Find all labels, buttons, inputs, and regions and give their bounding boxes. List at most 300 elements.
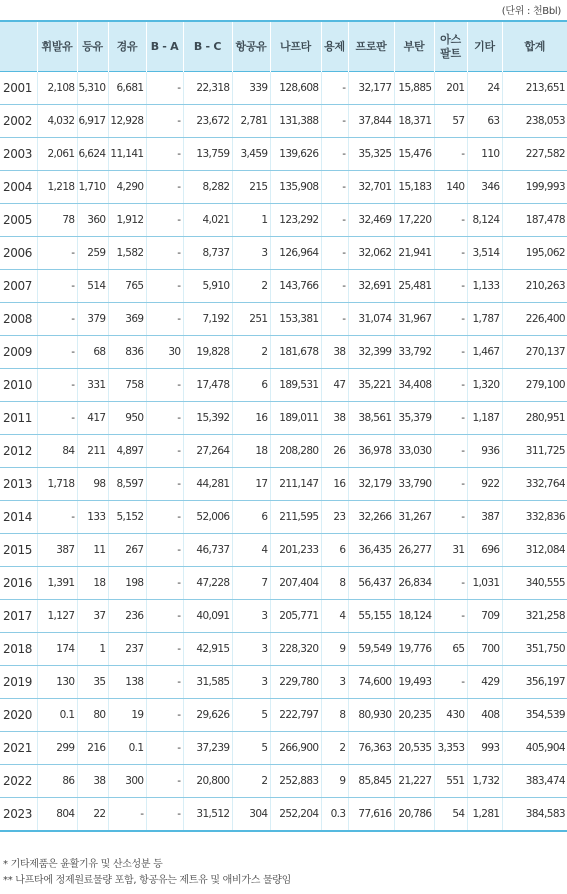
value-cell: 8,124 — [467, 204, 502, 237]
value-cell: 417 — [77, 402, 108, 435]
value-cell: 211,595 — [270, 501, 321, 534]
value-cell: - — [146, 105, 183, 138]
value-cell: 32,469 — [348, 204, 394, 237]
table-header-row — [0, 21, 567, 72]
value-cell: 110 — [467, 138, 502, 171]
value-cell: - — [434, 402, 467, 435]
year-cell: 2023 — [0, 798, 37, 832]
value-cell: 2,061 — [37, 138, 77, 171]
value-cell: 222,797 — [270, 699, 321, 732]
value-cell: 22 — [77, 798, 108, 832]
value-cell: 8 — [321, 567, 348, 600]
value-cell: 37 — [77, 600, 108, 633]
value-cell: - — [146, 666, 183, 699]
value-cell: - — [434, 666, 467, 699]
value-cell: 1,718 — [37, 468, 77, 501]
table-row — [0, 501, 567, 534]
column-header: B - A — [146, 21, 183, 72]
value-cell: 19,828 — [183, 336, 232, 369]
value-cell: 1,391 — [37, 567, 77, 600]
value-cell: - — [146, 468, 183, 501]
value-cell: 1 — [77, 633, 108, 666]
column-header: B - C — [183, 21, 232, 72]
value-cell: 38 — [77, 765, 108, 798]
value-cell: 213,651 — [502, 72, 567, 105]
value-cell: - — [37, 369, 77, 402]
value-cell: 836 — [108, 336, 146, 369]
value-cell: 126,964 — [270, 237, 321, 270]
table-row — [0, 798, 567, 832]
value-cell: 17,478 — [183, 369, 232, 402]
value-cell: 387 — [37, 534, 77, 567]
year-cell: 2002 — [0, 105, 37, 138]
column-header: 부탄 — [394, 21, 434, 72]
value-cell: - — [146, 237, 183, 270]
value-cell: 2 — [321, 732, 348, 765]
value-cell: 280,951 — [502, 402, 567, 435]
unit-label: (단위 : 천Bbl) — [501, 6, 561, 17]
value-cell: 8,282 — [183, 171, 232, 204]
column-header: 항공유 — [232, 21, 270, 72]
column-header: 합계 — [502, 21, 567, 72]
value-cell: 138 — [108, 666, 146, 699]
value-cell: 237 — [108, 633, 146, 666]
value-cell: 210,263 — [502, 270, 567, 303]
value-cell: 18,371 — [394, 105, 434, 138]
table-row — [0, 138, 567, 171]
value-cell: 38 — [321, 336, 348, 369]
value-cell: 31,585 — [183, 666, 232, 699]
value-cell: 195,062 — [502, 237, 567, 270]
year-cell: 2020 — [0, 699, 37, 732]
value-cell: 80 — [77, 699, 108, 732]
value-cell: 201,233 — [270, 534, 321, 567]
value-cell: 47,228 — [183, 567, 232, 600]
value-cell: 252,883 — [270, 765, 321, 798]
year-cell: 2017 — [0, 600, 37, 633]
value-cell: - — [434, 237, 467, 270]
value-cell: 15,183 — [394, 171, 434, 204]
value-cell: 16 — [232, 402, 270, 435]
value-cell: 405,904 — [502, 732, 567, 765]
value-cell: 346 — [467, 171, 502, 204]
value-cell: 6,624 — [77, 138, 108, 171]
value-cell: 80,930 — [348, 699, 394, 732]
value-cell: 35,325 — [348, 138, 394, 171]
value-cell: 3 — [232, 633, 270, 666]
value-cell: 2 — [232, 765, 270, 798]
value-cell: 228,320 — [270, 633, 321, 666]
value-cell: 46,737 — [183, 534, 232, 567]
value-cell: 7,192 — [183, 303, 232, 336]
year-cell: 2016 — [0, 567, 37, 600]
value-cell: 227,582 — [502, 138, 567, 171]
value-cell: 30 — [146, 336, 183, 369]
value-cell: 1,912 — [108, 204, 146, 237]
value-cell: - — [37, 303, 77, 336]
value-cell: 993 — [467, 732, 502, 765]
value-cell: 340,555 — [502, 567, 567, 600]
value-cell: 950 — [108, 402, 146, 435]
value-cell: - — [146, 534, 183, 567]
value-cell: 1,467 — [467, 336, 502, 369]
value-cell: - — [146, 369, 183, 402]
value-cell: 332,764 — [502, 468, 567, 501]
value-cell: 59,549 — [348, 633, 394, 666]
value-cell: 84 — [37, 435, 77, 468]
value-cell: 3,459 — [232, 138, 270, 171]
value-cell: 311,725 — [502, 435, 567, 468]
value-cell: 1,787 — [467, 303, 502, 336]
value-cell: - — [321, 303, 348, 336]
value-cell: 16 — [321, 468, 348, 501]
value-cell: - — [146, 567, 183, 600]
value-cell: 312,084 — [502, 534, 567, 567]
table-row — [0, 468, 567, 501]
value-cell: - — [434, 501, 467, 534]
value-cell: - — [37, 336, 77, 369]
value-cell: 1,187 — [467, 402, 502, 435]
value-cell: 216 — [77, 732, 108, 765]
value-cell: 139,626 — [270, 138, 321, 171]
value-cell: 174 — [37, 633, 77, 666]
value-cell: 1,582 — [108, 237, 146, 270]
value-cell: 198 — [108, 567, 146, 600]
value-cell: - — [146, 72, 183, 105]
value-cell: - — [146, 270, 183, 303]
value-cell: 215 — [232, 171, 270, 204]
value-cell: 187,478 — [502, 204, 567, 237]
value-cell: - — [37, 237, 77, 270]
year-cell: 2021 — [0, 732, 37, 765]
value-cell: 32,701 — [348, 171, 394, 204]
value-cell: 32,177 — [348, 72, 394, 105]
footnotes — [3, 857, 291, 889]
column-header: 나프타 — [270, 21, 321, 72]
value-cell: 54 — [434, 798, 467, 832]
value-cell: - — [37, 270, 77, 303]
table-row — [0, 435, 567, 468]
value-cell: 379 — [77, 303, 108, 336]
value-cell: 758 — [108, 369, 146, 402]
value-cell: 1,218 — [37, 171, 77, 204]
table-row — [0, 534, 567, 567]
value-cell: 19,776 — [394, 633, 434, 666]
value-cell: 4,021 — [183, 204, 232, 237]
value-cell: 4,897 — [108, 435, 146, 468]
value-cell: - — [321, 171, 348, 204]
value-cell: 36,978 — [348, 435, 394, 468]
value-cell: - — [434, 336, 467, 369]
table-body — [0, 72, 567, 832]
year-cell: 2004 — [0, 171, 37, 204]
table-row — [0, 171, 567, 204]
value-cell: 211 — [77, 435, 108, 468]
value-cell: 18 — [77, 567, 108, 600]
value-cell: 6,681 — [108, 72, 146, 105]
value-cell: 236 — [108, 600, 146, 633]
value-cell: 430 — [434, 699, 467, 732]
value-cell: 33,790 — [394, 468, 434, 501]
value-cell: 181,678 — [270, 336, 321, 369]
column-header: 용제 — [321, 21, 348, 72]
value-cell: - — [146, 171, 183, 204]
table-row — [0, 270, 567, 303]
value-cell: 354,539 — [502, 699, 567, 732]
value-cell: 252,204 — [270, 798, 321, 832]
value-cell: 6 — [232, 501, 270, 534]
value-cell: 24 — [467, 72, 502, 105]
year-cell: 2010 — [0, 369, 37, 402]
value-cell: 98 — [77, 468, 108, 501]
value-cell: 27,264 — [183, 435, 232, 468]
value-cell: 35 — [77, 666, 108, 699]
value-cell: 11,141 — [108, 138, 146, 171]
value-cell: 0.1 — [37, 699, 77, 732]
value-cell: 131,388 — [270, 105, 321, 138]
year-cell: 2001 — [0, 72, 37, 105]
table-row — [0, 666, 567, 699]
table-row — [0, 204, 567, 237]
value-cell: 65 — [434, 633, 467, 666]
value-cell: 1,031 — [467, 567, 502, 600]
value-cell: 339 — [232, 72, 270, 105]
value-cell: - — [146, 699, 183, 732]
value-cell: 32,062 — [348, 237, 394, 270]
value-cell: 23,672 — [183, 105, 232, 138]
value-cell: 238,053 — [502, 105, 567, 138]
value-cell: 20,786 — [394, 798, 434, 832]
table-row — [0, 237, 567, 270]
value-cell: 5,152 — [108, 501, 146, 534]
value-cell: 32,179 — [348, 468, 394, 501]
value-cell: 251 — [232, 303, 270, 336]
value-cell: 429 — [467, 666, 502, 699]
value-cell: 33,792 — [394, 336, 434, 369]
value-cell: - — [37, 402, 77, 435]
value-cell: 360 — [77, 204, 108, 237]
value-cell: 1,710 — [77, 171, 108, 204]
value-cell: 369 — [108, 303, 146, 336]
value-cell: 4 — [232, 534, 270, 567]
value-cell: 18,124 — [394, 600, 434, 633]
value-cell: - — [321, 270, 348, 303]
value-cell: 11 — [77, 534, 108, 567]
value-cell: 199,993 — [502, 171, 567, 204]
value-cell: 17,220 — [394, 204, 434, 237]
value-cell: 19 — [108, 699, 146, 732]
value-cell: 804 — [37, 798, 77, 832]
value-cell: - — [434, 600, 467, 633]
value-cell: 3 — [232, 666, 270, 699]
value-cell: 189,011 — [270, 402, 321, 435]
value-cell: 1 — [232, 204, 270, 237]
value-cell: 37,239 — [183, 732, 232, 765]
value-cell: 0.3 — [321, 798, 348, 832]
value-cell: 279,100 — [502, 369, 567, 402]
table-row — [0, 732, 567, 765]
export-table — [0, 20, 567, 832]
value-cell: 1,127 — [37, 600, 77, 633]
year-cell: 2006 — [0, 237, 37, 270]
year-cell: 2012 — [0, 435, 37, 468]
value-cell: 35,221 — [348, 369, 394, 402]
value-cell: 4 — [321, 600, 348, 633]
value-cell: - — [146, 798, 183, 832]
column-header — [0, 21, 37, 72]
value-cell: - — [321, 237, 348, 270]
value-cell: 709 — [467, 600, 502, 633]
value-cell: 35,379 — [394, 402, 434, 435]
year-cell: 2022 — [0, 765, 37, 798]
value-cell: 226,400 — [502, 303, 567, 336]
table-row — [0, 600, 567, 633]
value-cell: 356,197 — [502, 666, 567, 699]
value-cell: 387 — [467, 501, 502, 534]
value-cell: 5 — [232, 699, 270, 732]
value-cell: 153,381 — [270, 303, 321, 336]
value-cell: 31 — [434, 534, 467, 567]
value-cell: 31,967 — [394, 303, 434, 336]
value-cell: 3 — [232, 237, 270, 270]
table-row — [0, 303, 567, 336]
value-cell: 408 — [467, 699, 502, 732]
value-cell: - — [321, 204, 348, 237]
value-cell: 259 — [77, 237, 108, 270]
value-cell: - — [146, 303, 183, 336]
value-cell: 266,900 — [270, 732, 321, 765]
value-cell: 4,032 — [37, 105, 77, 138]
value-cell: 551 — [434, 765, 467, 798]
value-cell: - — [434, 567, 467, 600]
value-cell: 765 — [108, 270, 146, 303]
footnote-2: ** 나프타에 정제원료물량 포함, 항공유는 제트유 및 애비가스 물량임 — [3, 875, 292, 886]
value-cell: 130 — [37, 666, 77, 699]
value-cell: 12,928 — [108, 105, 146, 138]
value-cell: 36,435 — [348, 534, 394, 567]
value-cell: 20,535 — [394, 732, 434, 765]
value-cell: 32,399 — [348, 336, 394, 369]
value-cell: 22,318 — [183, 72, 232, 105]
value-cell: 76,363 — [348, 732, 394, 765]
year-cell: 2005 — [0, 204, 37, 237]
value-cell: 6,917 — [77, 105, 108, 138]
value-cell: 4,290 — [108, 171, 146, 204]
value-cell: 33,030 — [394, 435, 434, 468]
value-cell: - — [146, 600, 183, 633]
value-cell: 229,780 — [270, 666, 321, 699]
column-header: 기타 — [467, 21, 502, 72]
value-cell: 6 — [232, 369, 270, 402]
value-cell: 5,310 — [77, 72, 108, 105]
value-cell: 936 — [467, 435, 502, 468]
value-cell: 6 — [321, 534, 348, 567]
value-cell: 56,437 — [348, 567, 394, 600]
value-cell: 26,277 — [394, 534, 434, 567]
value-cell: 3 — [321, 666, 348, 699]
value-cell: 86 — [37, 765, 77, 798]
table-row — [0, 336, 567, 369]
value-cell: - — [108, 798, 146, 832]
value-cell: 384,583 — [502, 798, 567, 832]
value-cell: 208,280 — [270, 435, 321, 468]
value-cell: 1,133 — [467, 270, 502, 303]
value-cell: 34,408 — [394, 369, 434, 402]
value-cell: 351,750 — [502, 633, 567, 666]
value-cell: 31,267 — [394, 501, 434, 534]
value-cell: - — [146, 501, 183, 534]
value-cell: 40,091 — [183, 600, 232, 633]
value-cell: 38 — [321, 402, 348, 435]
value-cell: 8,737 — [183, 237, 232, 270]
value-cell: 3,353 — [434, 732, 467, 765]
value-cell: 3,514 — [467, 237, 502, 270]
value-cell: 37,844 — [348, 105, 394, 138]
value-cell: - — [434, 303, 467, 336]
value-cell: 15,392 — [183, 402, 232, 435]
value-cell: 26 — [321, 435, 348, 468]
value-cell: 201 — [434, 72, 467, 105]
value-cell: 700 — [467, 633, 502, 666]
value-cell: 1,320 — [467, 369, 502, 402]
value-cell: - — [434, 270, 467, 303]
value-cell: 25,481 — [394, 270, 434, 303]
column-header: 경유 — [108, 21, 146, 72]
year-cell: 2018 — [0, 633, 37, 666]
value-cell: 128,608 — [270, 72, 321, 105]
value-cell: 63 — [467, 105, 502, 138]
value-cell: 189,531 — [270, 369, 321, 402]
value-cell: 304 — [232, 798, 270, 832]
value-cell: 0.1 — [108, 732, 146, 765]
value-cell: 5,910 — [183, 270, 232, 303]
value-cell: 1,732 — [467, 765, 502, 798]
value-cell: 135,908 — [270, 171, 321, 204]
value-cell: 32,691 — [348, 270, 394, 303]
value-cell: 74,600 — [348, 666, 394, 699]
value-cell: 514 — [77, 270, 108, 303]
value-cell: 383,474 — [502, 765, 567, 798]
value-cell: - — [434, 468, 467, 501]
value-cell: 23 — [321, 501, 348, 534]
value-cell: 20,800 — [183, 765, 232, 798]
value-cell: 5 — [232, 732, 270, 765]
table-row — [0, 567, 567, 600]
value-cell: 321,258 — [502, 600, 567, 633]
footnote-1: * 기타제품은 윤활기유 및 산소성분 등 — [3, 859, 163, 870]
value-cell: 207,404 — [270, 567, 321, 600]
value-cell: 2,781 — [232, 105, 270, 138]
value-cell: 922 — [467, 468, 502, 501]
value-cell: 8,597 — [108, 468, 146, 501]
value-cell: 7 — [232, 567, 270, 600]
value-cell: - — [434, 369, 467, 402]
value-cell: - — [146, 435, 183, 468]
value-cell: 31,512 — [183, 798, 232, 832]
year-cell: 2003 — [0, 138, 37, 171]
value-cell: 20,235 — [394, 699, 434, 732]
value-cell: 2 — [232, 336, 270, 369]
year-cell: 2009 — [0, 336, 37, 369]
value-cell: 15,476 — [394, 138, 434, 171]
table-row — [0, 369, 567, 402]
column-header: 휘발유 — [37, 21, 77, 72]
table-row — [0, 699, 567, 732]
value-cell: 18 — [232, 435, 270, 468]
value-cell: 29,626 — [183, 699, 232, 732]
value-cell: 9 — [321, 765, 348, 798]
value-cell: - — [37, 501, 77, 534]
